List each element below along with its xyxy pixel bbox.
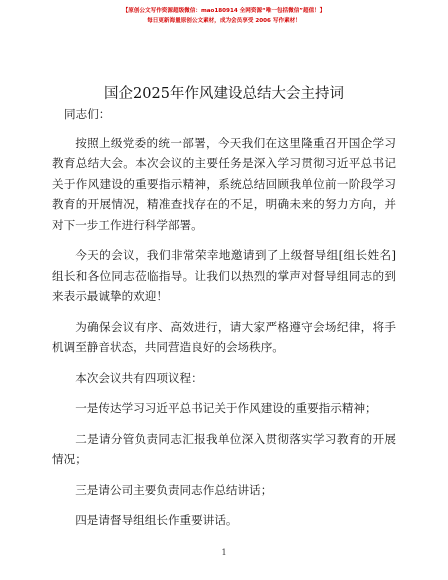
document-title: 国企2025年作风建设总结大会主持词 <box>104 86 344 102</box>
agenda-item-2: 二是请分管负责同志汇报我单位深入贯彻落实学习教育的开展情况； <box>52 431 396 466</box>
greeting: 同志们： <box>64 107 111 121</box>
agenda-item-4: 四是请督导组组长作重要讲话。 <box>75 513 238 527</box>
document-body <box>52 104 396 541</box>
agenda-item-1: 一是传达学习习近平总书记关于作风建设的重要指示精神； <box>75 401 377 415</box>
paragraph-1: 按照上级党委的统一部署，今天我们在这里隆重召开国企学习教育总结大会。本次会议的主要任务是深入学习贯彻习近平总书记关于作风建设的重要指示精神，系统总结回顾我单位前一阶段学习教育的开展情况，精准查找存在的不足，明确未来的努力方向，并对下一步工作进行科学部署。 <box>52 135 396 232</box>
agenda-item-3: 三是请公司主要负责同志作总结讲话； <box>75 482 273 497</box>
paragraph-3: 为确保会议有序、高效进行，请大家严格遵守会场纪律，将手机调至静音状态，共同营造良好的会场秩序。 <box>52 319 396 354</box>
promo-banner <box>0 6 448 26</box>
paragraph-2: 今天的会议，我们非常荣幸地邀请到了上级督导组[组长姓名]组长和各位同志莅临指导。让我们以热烈的掌声对督导组同志的到来表示最诚挚的欢迎！ <box>52 248 396 303</box>
promo-banner-line-1: 【原创公文写作资源超级微信：mao180914 全网资源“唯一包括微信”超值！】 <box>122 8 326 14</box>
agenda-intro: 本次会议共有四项议程： <box>75 370 203 385</box>
promo-banner-line-2: 每日更新海量原创公文素材，成为会员享受 2006 写作素材！ <box>147 18 301 24</box>
page-number: 1 <box>221 548 227 557</box>
